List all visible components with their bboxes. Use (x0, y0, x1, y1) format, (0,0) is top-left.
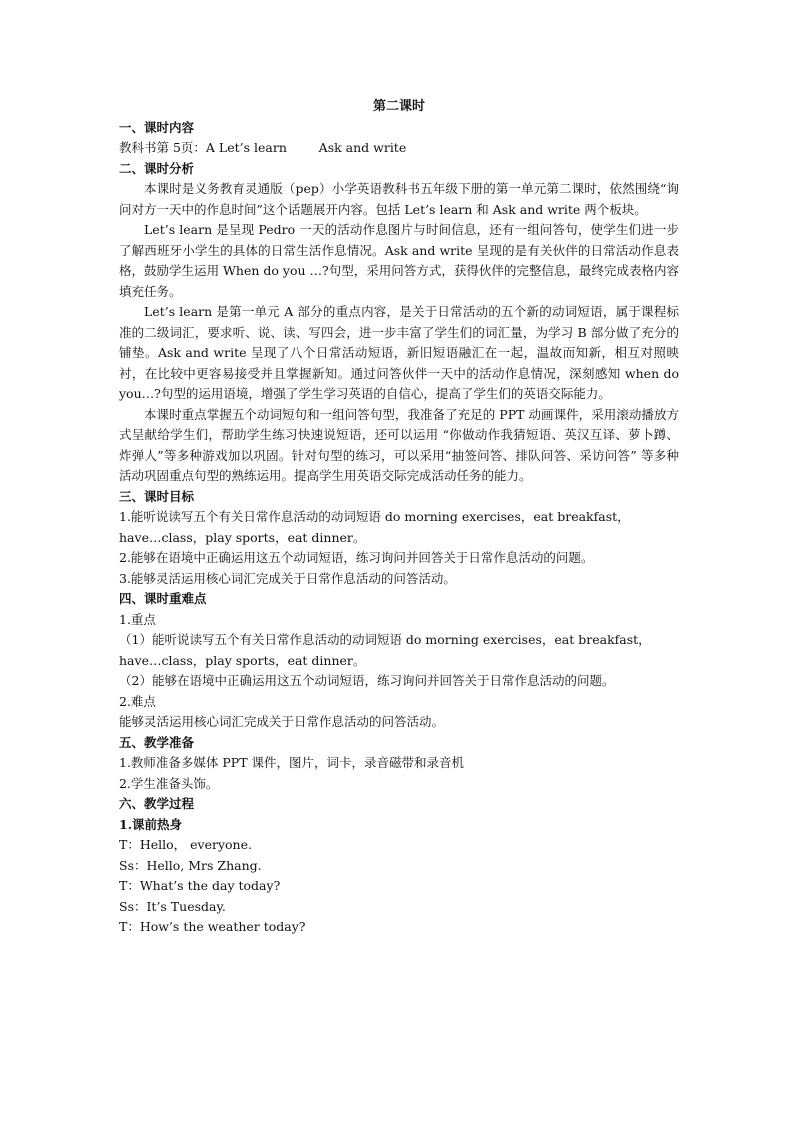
section-heading-preparation: 五、教学准备 (119, 734, 195, 750)
analysis-paragraph-2: Let’s learn 是呈现 Pedro 一天的活动作息图片与时间信息，还有一组问答句，使学生们进一步了解西班牙小学生的具体的日常生活作息情况。Ask and write 呈现的是有关伙伴的日常活动作息表格，鼓励学生运用 When do you …?句型，采用问答方式，获得伙伴的完整信息，最终完成表格内容填充任务。 (119, 222, 679, 299)
section-heading-lesson-content: 一、课时内容 (119, 119, 195, 135)
key-points-label: 1.重点 (119, 611, 156, 627)
section-heading-key-difficult: 四、课时重难点 (119, 591, 207, 606)
key-point-2: （2）能够在语境中正确运用这五个动词短语，练习询问并回答关于日常作息活动的问题。 (119, 673, 615, 688)
key-point-1-line-b: have…class，play sports，eat dinner。 (119, 652, 366, 668)
analysis-paragraph-4: 本课时重点掌握五个动词短句和一组问答句型，我准备了充足的 PPT 动画课件，采用滚动播放方式呈献给学生们，帮助学生练习快速说短语，还可以运用 “你做动作我猜短语、英汉互译、萝卜蹲、炸弹人”等多种游戏加以巩固。针对句型的练习，可以采用“抽签问答、排队问答、采访问答” 等多种活动巩固重点句型的熟练运用。提高学生用英语交际完成活动任务的能力。 (119, 406, 679, 483)
difficult-points-label: 2.难点 (119, 693, 156, 709)
dialog-line: Ss：It’s Tuesday. (119, 898, 226, 914)
section-heading-teaching-process: 六、教学过程 (119, 796, 195, 811)
lesson-content-line: 教科书第 5页：A Let’s learn Ask and write (119, 140, 407, 155)
dialog-line: T：What’s the day today? (119, 878, 281, 893)
key-point-1-line-a: （1）能听说读写五个有关日常作息活动的动词短语 do morning exercises，eat breakfast， (119, 632, 651, 647)
section-heading-lesson-analysis: 二、课时分析 (119, 160, 195, 176)
document-title: 第二课时 (372, 99, 425, 114)
goal-1-line-a: 1.能听说读写五个有关日常作息活动的动词短语 do morning exercises，eat breakfast， (119, 509, 630, 524)
difficult-point-1: 能够灵活运用核心词汇完成关于日常作息活动的问答活动。 (119, 714, 445, 729)
dialog-line: T：How’s the weather today? (119, 919, 306, 934)
analysis-paragraph-3: Let’s learn 是第一单元 A 部分的重点内容，是关于日常活动的五个新的动词短语，属于课程标准的二级词汇，要求听、说、读、写四会，进一步丰富了学生们的词汇量，为学习 B 部分做了充分的铺垫。Ask and write 呈现了八个日常活动短语，新旧短语融汇在一起，温故而知新，相互对照映衬，在比较中更容易接受并且掌握新知。通过问答伙伴一天中的活动作息情况，深刻感知 when do you…?句型的运用语境，增强了学生学习英语的自信心，提高了学生们的英语交际能力。 (119, 304, 679, 401)
goal-2: 2.能够在语境中正确运用这五个动词短语，练习询问并回答关于日常作息活动的问题。 (119, 550, 594, 565)
dialog-line: T：Hello， everyone. (119, 837, 252, 852)
analysis-paragraph-1: 本课时是义务教育灵通版（pep）小学英语教科书五年级下册的第一单元第二课时，依然围绕“询问对方一天中的作息时间”这个话题展开内容。包括 Let’s learn 和 Ask and write 两个板块。 (119, 181, 679, 217)
document-body (119, 97, 679, 938)
dialog-line: Ss：Hello, Mrs Zhang. (119, 857, 262, 873)
process-step-warmup: 1.课前热身 (119, 816, 183, 832)
section-heading-lesson-goals: 三、课时目标 (119, 488, 195, 504)
preparation-1: 1.教师准备多媒体 PPT 课件，图片，词卡，录音磁带和录音机 (119, 755, 465, 770)
preparation-2: 2.学生准备头饰。 (119, 775, 219, 791)
goal-1-line-b: have…class，play sports，eat dinner。 (119, 529, 366, 545)
goal-3: 3.能够灵活运用核心词汇完成关于日常作息活动的问答活动。 (119, 570, 456, 586)
